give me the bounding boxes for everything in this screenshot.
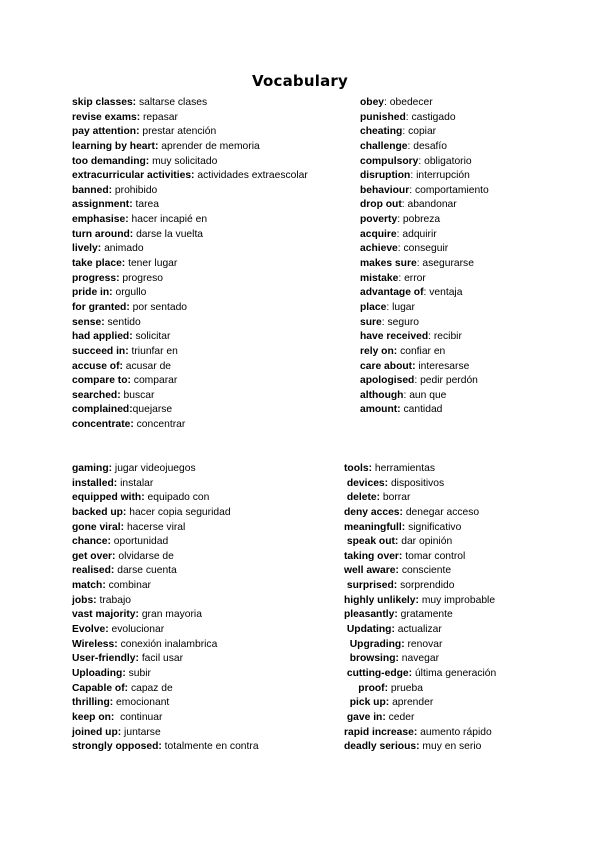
vocab-term: banned: [72, 184, 113, 196]
vocab-entry [72, 345, 308, 360]
vocab-translation: solicitar [132, 331, 171, 343]
vocab-list-technology-terms-2 [344, 462, 496, 755]
vocab-entry [72, 623, 259, 638]
vocab-term: take place: [72, 258, 126, 270]
vocab-entry [344, 623, 496, 638]
vocab-entry [72, 286, 308, 301]
vocab-translation: hacerse viral [124, 521, 186, 533]
vocab-entry [360, 360, 489, 375]
vocab-translation: : desafío [407, 140, 447, 152]
vocab-entry [72, 330, 308, 345]
vocab-term: joined up: [72, 726, 122, 738]
vocab-term: thrilling: [72, 697, 114, 709]
vocab-entry [360, 345, 489, 360]
vocab-entry [344, 564, 496, 579]
vocab-translation: aumento rápido [417, 726, 492, 738]
vocab-term: lively: [72, 243, 102, 255]
vocab-entry [72, 374, 308, 389]
vocab-translation: hacer copia seguridad [126, 506, 231, 518]
vocab-entry [72, 96, 308, 111]
vocab-term: Updating: [344, 624, 395, 636]
vocab-term: match: [72, 580, 106, 592]
vocab-term: pay attention: [72, 126, 140, 138]
vocab-term: cutting-edge: [344, 667, 413, 679]
vocab-term: pick up: [344, 697, 390, 709]
vocab-term: Upgrading: [344, 638, 405, 650]
vocab-entry [72, 125, 308, 140]
vocab-entry [344, 491, 496, 506]
vocab-term: turn around: [72, 228, 134, 240]
vocab-term: for granted: [72, 301, 130, 313]
vocab-translation: sorprendido [397, 580, 455, 592]
vocab-translation: buscar [120, 389, 155, 401]
vocab-entry [344, 696, 496, 711]
vocab-entry [72, 155, 308, 170]
vocab-entry [72, 550, 259, 565]
vocab-translation: : obedecer [384, 97, 433, 108]
vocab-term: devices: [344, 477, 389, 489]
vocab-entry [344, 521, 496, 536]
vocab-term: obey [360, 97, 385, 108]
vocab-term: realised: [72, 565, 115, 577]
vocab-translation: conexión inalambrica [117, 638, 218, 650]
vocab-translation: capaz de [128, 682, 173, 694]
vocab-term: place [360, 301, 387, 313]
vocab-term: complained: [72, 404, 133, 416]
vocab-entry [344, 740, 496, 755]
vocab-term: achieve [360, 243, 398, 255]
vocab-translation: : adquirir [396, 228, 437, 240]
vocab-translation: instalar [117, 477, 154, 489]
vocab-entry [72, 389, 308, 404]
vocab-translation: prohibido [112, 184, 158, 196]
vocab-translation: continuar [114, 711, 163, 723]
vocab-entry [360, 155, 489, 170]
vocab-entry [72, 242, 308, 257]
vocab-term: pleasantly: [344, 609, 398, 621]
vocab-translation: darse la vuelta [133, 228, 204, 240]
vocab-term: Wireless: [72, 638, 118, 650]
vocab-term: rapid increase: [344, 726, 418, 738]
vocab-entry [72, 740, 259, 755]
vocab-translation: última generación [412, 667, 497, 679]
vocab-translation: actividades extraescolar [194, 170, 308, 182]
vocab-entry [344, 608, 496, 623]
vocab-entry [72, 682, 259, 697]
vocab-translation: progreso [119, 272, 164, 284]
vocab-entry [344, 667, 496, 682]
vocab-entry [72, 521, 259, 536]
vocab-entry [72, 711, 259, 726]
vocab-translation: facil usar [138, 653, 184, 665]
vocab-translation: juntarse [121, 726, 161, 738]
vocab-entry [344, 726, 496, 741]
vocab-entry [72, 477, 259, 492]
vocab-term: poverty [360, 214, 398, 226]
vocab-term: had applied: [72, 331, 133, 343]
vocab-translation: : seguro [381, 316, 419, 328]
vocab-term: tools: [344, 463, 373, 474]
vocab-translation: : asegurarse [416, 258, 474, 270]
vocab-translation: dar opinión [398, 536, 453, 548]
vocab-entry [360, 389, 489, 404]
vocab-entry [360, 286, 489, 301]
vocab-translation: navegar [398, 653, 439, 665]
vocab-term: Evolve: [72, 624, 109, 636]
vocab-entry [72, 506, 259, 521]
vocab-entry [360, 184, 489, 199]
vocab-term: pride in: [72, 287, 113, 299]
vocab-entry [344, 506, 496, 521]
vocab-translation: concentrar [133, 419, 186, 431]
vocab-translation: combinar [105, 580, 151, 592]
vocab-translation: sentido [104, 316, 141, 328]
vocab-entry [72, 418, 308, 433]
vocab-term: accuse of: [72, 360, 123, 372]
vocab-term: chance: [72, 536, 111, 548]
vocab-term: keep on: [72, 711, 115, 723]
vocab-translation: : comportamiento [409, 184, 489, 196]
vocab-entry [360, 257, 489, 272]
vocab-translation: : copiar [402, 126, 437, 138]
vocab-term: skip classes: [72, 97, 137, 108]
vocab-term: backed up: [72, 506, 127, 518]
vocab-translation: consciente [398, 565, 452, 577]
vocab-term: makes sure [360, 258, 417, 270]
vocab-entry [72, 228, 308, 243]
vocab-entry [344, 682, 496, 697]
vocab-entry [344, 535, 496, 550]
vocab-term: assignment: [72, 199, 133, 211]
vocab-term: acquire [360, 228, 397, 240]
vocab-translation: comparar [130, 375, 178, 387]
vocab-entry [360, 169, 489, 184]
vocab-term: gave in: [344, 711, 386, 723]
vocab-term: sure [360, 316, 382, 328]
vocab-entry [72, 594, 259, 609]
vocab-entry [72, 316, 308, 331]
vocab-entry [344, 594, 496, 609]
vocab-entry [344, 711, 496, 726]
vocab-entry [72, 652, 259, 667]
vocab-translation: animado [101, 243, 144, 255]
vocab-term: disruption [360, 170, 411, 182]
vocab-translation: : pobreza [397, 214, 441, 226]
vocab-translation: renovar [404, 638, 443, 650]
vocab-entry [360, 301, 489, 316]
vocab-translation: : ventaja [423, 287, 463, 299]
vocab-entry [360, 272, 489, 287]
vocab-term: sense: [72, 316, 105, 328]
vocab-translation: actualizar [394, 624, 442, 636]
vocab-entry [72, 491, 259, 506]
vocab-translation: confiar en [397, 345, 446, 357]
vocab-translation: aprender [389, 697, 434, 709]
vocab-translation: : conseguir [397, 243, 449, 255]
vocab-term: extracurricular activities: [72, 170, 195, 182]
vocab-entry [360, 111, 489, 126]
vocab-translation: triunfar en [128, 345, 178, 357]
vocab-translation: tomar control [402, 550, 466, 562]
vocab-entry [360, 374, 489, 389]
vocab-entry [72, 360, 308, 375]
vocab-term: behaviour [360, 184, 410, 196]
vocab-translation: cantidad [400, 404, 443, 416]
vocab-translation: subir [125, 667, 151, 679]
vocab-entry [72, 198, 308, 213]
vocab-term: punished [360, 111, 406, 123]
vocab-term: equipped with: [72, 492, 145, 504]
vocab-term: well aware: [344, 565, 399, 577]
vocab-term: compare to: [72, 375, 131, 387]
vocab-entry [72, 301, 308, 316]
vocab-translation: saltarse clases [136, 97, 208, 108]
vocab-term: advantage of [360, 287, 424, 299]
vocab-term: Uploading: [72, 667, 126, 679]
vocab-entry [360, 96, 489, 111]
vocab-translation: : lugar [386, 301, 415, 313]
vocab-translation: interesarse [415, 360, 470, 372]
vocab-translation: tarea [132, 199, 159, 211]
vocab-term: strongly opposed: [72, 741, 162, 753]
vocab-entry [344, 550, 496, 565]
vocab-term: have received [360, 331, 429, 343]
vocab-entry [360, 330, 489, 345]
vocab-term: gaming: [72, 463, 113, 474]
vocab-entry [72, 726, 259, 741]
vocab-entry [344, 462, 496, 477]
vocab-term: challenge [360, 140, 408, 152]
vocab-term: jobs: [72, 594, 97, 606]
vocab-list-school-terms-2 [360, 96, 489, 418]
vocab-term: browsing: [344, 653, 399, 665]
vocab-translation: : error [398, 272, 426, 284]
vocab-term: emphasise: [72, 214, 129, 226]
vocab-entry [72, 535, 259, 550]
vocab-translation: denegar acceso [402, 506, 480, 518]
vocab-entry [72, 608, 259, 623]
vocab-entry [72, 111, 308, 126]
vocab-translation: prestar atención [139, 126, 217, 138]
vocab-entry [72, 257, 308, 272]
vocab-term: vast majority: [72, 609, 139, 621]
vocab-translation: totalmente en contra [161, 741, 259, 753]
vocab-term: cheating [360, 126, 403, 138]
vocab-translation: tener lugar [125, 258, 178, 270]
vocab-entry [72, 667, 259, 682]
vocab-entry [72, 403, 308, 418]
vocab-translation: : obligatorio [418, 155, 472, 167]
vocab-term: compulsory [360, 155, 419, 167]
vocab-term: too demanding: [72, 155, 150, 167]
vocab-translation: emocionant [113, 697, 170, 709]
vocab-term: proof: [344, 682, 389, 694]
vocab-term: speak out: [344, 536, 399, 548]
vocab-translation: : castigado [405, 111, 456, 123]
vocab-entry [72, 579, 259, 594]
vocab-translation: muy en serio [419, 741, 482, 753]
vocab-term: concentrate: [72, 419, 134, 431]
vocab-term: revise exams: [72, 111, 141, 123]
vocab-term: deny acces: [344, 506, 403, 518]
vocab-entry [344, 477, 496, 492]
vocab-translation: dispositivos [388, 477, 445, 489]
vocab-term: delete: [344, 492, 381, 504]
vocab-translation: oportunidad [110, 536, 169, 548]
vocab-translation: : recibir [428, 331, 462, 343]
vocab-entry [72, 638, 259, 653]
page-title: Vocabulary [252, 72, 348, 90]
vocab-translation: orgullo [112, 287, 147, 299]
vocab-entry [360, 125, 489, 140]
vocab-translation: darse cuenta [114, 565, 177, 577]
vocab-term: amount: [360, 404, 401, 416]
vocab-term: drop out [360, 199, 402, 211]
vocab-translation: aprender de memoria [158, 140, 260, 152]
vocab-translation: : aun que [403, 389, 447, 401]
vocab-term: deadly serious: [344, 741, 420, 753]
vocab-entry [72, 140, 308, 155]
vocab-translation: muy improbable [418, 594, 496, 606]
vocab-entry [344, 652, 496, 667]
vocab-term: Capable of: [72, 682, 129, 694]
vocab-translation: significativo [405, 521, 462, 533]
vocab-translation: jugar videojuegos [112, 463, 196, 474]
vocab-term: installed: [72, 477, 118, 489]
vocab-entry [360, 213, 489, 228]
vocab-entry [72, 169, 308, 184]
vocab-entry [360, 198, 489, 213]
vocab-translation: ceder [385, 711, 415, 723]
vocab-translation: hacer incapié en [128, 214, 208, 226]
vocab-term: User-friendly: [72, 653, 139, 665]
vocab-entry [360, 316, 489, 331]
vocab-entry [72, 184, 308, 199]
vocab-entry [360, 140, 489, 155]
vocab-translation: prueba [388, 682, 423, 694]
vocab-entry [360, 228, 489, 243]
vocab-entry [72, 564, 259, 579]
vocab-translation: olvidarse de [115, 550, 174, 562]
vocab-translation: gran mayoria [138, 609, 202, 621]
vocab-entry [72, 213, 308, 228]
vocab-translation: herramientas [372, 463, 435, 474]
vocab-list-school-terms [72, 96, 308, 433]
vocab-translation: por sentado [129, 301, 188, 313]
vocab-term: get over: [72, 550, 116, 562]
vocab-term: progress: [72, 272, 120, 284]
vocab-term: learning by heart: [72, 140, 159, 152]
vocab-entry [344, 579, 496, 594]
vocab-translation: quejarse [132, 404, 173, 416]
vocab-term: meaningfull: [344, 521, 406, 533]
vocab-term: taking over: [344, 550, 403, 562]
vocab-term: mistake [360, 272, 399, 284]
vocab-term: highly unlikely: [344, 594, 419, 606]
vocab-translation: muy solicitado [149, 155, 218, 167]
vocab-entry [72, 696, 259, 711]
vocab-translation: borrar [380, 492, 411, 504]
vocab-term: care about: [360, 360, 416, 372]
vocab-entry [360, 403, 489, 418]
vocab-term: rely on: [360, 345, 398, 357]
vocab-list-technology-terms [72, 462, 259, 755]
vocab-term: succeed in: [72, 345, 129, 357]
vocab-translation: equipado con [144, 492, 210, 504]
vocab-translation: : abandonar [401, 199, 457, 211]
vocab-term: gone viral: [72, 521, 125, 533]
vocab-term: although [360, 389, 404, 401]
vocab-translation: acusar de [122, 360, 172, 372]
vocab-entry [72, 272, 308, 287]
vocab-term: apologised [360, 375, 415, 387]
vocab-translation: trabajo [96, 594, 131, 606]
vocab-translation: gratamente [397, 609, 453, 621]
vocab-translation: repasar [140, 111, 178, 123]
vocab-term: searched: [72, 389, 121, 401]
vocab-translation: : interrupción [410, 170, 470, 182]
vocab-translation: evolucionar [108, 624, 165, 636]
vocab-translation: : pedir perdón [414, 375, 478, 387]
vocab-term: surprised: [344, 580, 398, 592]
vocab-entry [360, 242, 489, 257]
vocab-entry [72, 462, 259, 477]
vocab-entry [344, 638, 496, 653]
